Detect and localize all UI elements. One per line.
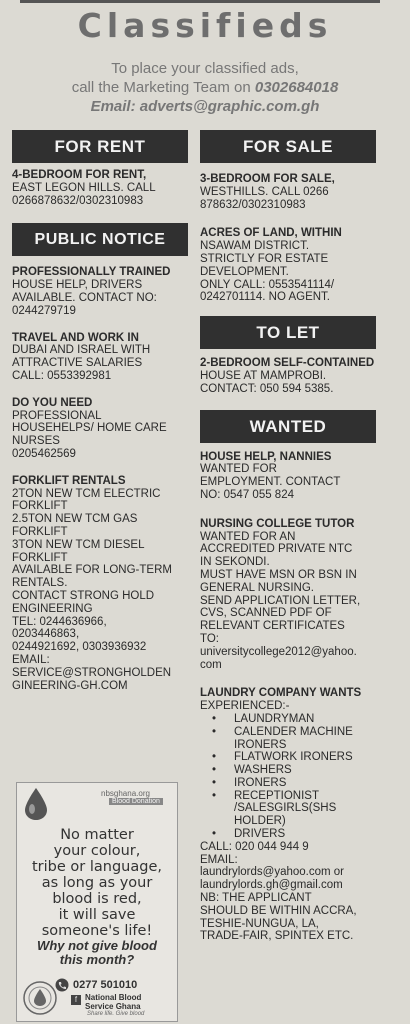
org-url: nbsghana.org bbox=[101, 789, 150, 798]
list-item: • RECEPTIONIST /SALESGIRLS(SHS HOLDER) bbox=[208, 790, 376, 828]
ad-note: NB: THE APPLICANT SHOULD BE WITHIN ACCRA, TESHIE-NUNGUA, LA, TRADE-FAIR, SPINTEX ETC. bbox=[200, 892, 357, 943]
ad-4-bedroom-rent bbox=[12, 169, 188, 207]
ad-emails: laundrylords@yahoo.com or laundrylords.gh@gmail.com bbox=[200, 866, 344, 892]
left-column bbox=[12, 130, 188, 704]
intro-email: Email: adverts@graphic.com.gh bbox=[90, 98, 320, 115]
ad-head: NURSING COLLEGE TUTOR bbox=[200, 517, 355, 530]
wanted-header: WANTED bbox=[200, 410, 376, 443]
nbs-name: National Blood Service Ghana bbox=[85, 993, 142, 1011]
top-rule bbox=[20, 0, 380, 3]
ad-head: FORKLIFT RENTALS bbox=[12, 474, 126, 487]
list-item: • IRONERS bbox=[208, 777, 376, 790]
nbs-seal-icon bbox=[23, 981, 57, 1015]
ad-house-help bbox=[12, 266, 188, 317]
facebook-icon: f bbox=[71, 995, 81, 1005]
ad-body: PROFESSIONAL HOUSEHELPS/ HOME CARE NURSES 0205462569 bbox=[12, 409, 167, 460]
ad-head: HOUSE HELP, NANNIES bbox=[200, 450, 332, 463]
ad-laundry bbox=[200, 687, 376, 943]
ad-sub: EXPERIENCED:- bbox=[200, 700, 290, 713]
for-sale-header: FOR SALE bbox=[200, 130, 376, 163]
ad-househelps bbox=[12, 397, 188, 461]
blood-donation-ad bbox=[16, 782, 178, 1022]
list-item: • FLATWORK IRONERS bbox=[208, 751, 376, 764]
list-item: • DRIVERS bbox=[208, 828, 376, 841]
ad-body: 2TON NEW TCM ELECTRIC FORKLIFT 2.5TON NEW TCM GAS FORKLIFT 3TON NEW TCM DIESEL FORKLIFT AVAILABLE FOR LONG-TERM RENTALS. CONTACT STRONG HOLD ENGINEERING TEL: 0244636966, 0203446863, 0244921692, 0303936932 EMAIL: SERVICE@STRONGHOLDEN GINEERING-GH.COM bbox=[12, 487, 172, 692]
ad-head: ACRES OF LAND, WITHIN bbox=[200, 227, 342, 240]
ad-email-label: EMAIL: bbox=[200, 853, 238, 866]
ad-body: WANTED FOR EMPLOYMENT. CONTACT NO: 0547 055 824 bbox=[200, 463, 341, 501]
ad-head: 4-BEDROOM FOR RENT, bbox=[12, 169, 147, 181]
ad-head: 2-BEDROOM SELF-CONTAINED bbox=[200, 357, 375, 370]
blood-message: No matter your colour, tribe or language, as long as your blood is red, it will save someone's life! bbox=[32, 827, 162, 939]
ad-2-bedroom-let bbox=[200, 357, 376, 395]
blood-drop-icon bbox=[23, 787, 49, 821]
intro-line-1: To place your classified ads, bbox=[111, 60, 299, 77]
ad-body: NSAWAM DISTRICT. STRICTLY FOR ESTATE DEVELOPMENT. ONLY CALL: 0553541114/ 0242701114. NO AGENT. bbox=[200, 240, 335, 304]
list-item: • WASHERS bbox=[208, 764, 376, 777]
to-let-header: TO LET bbox=[200, 316, 376, 349]
blood-slogan: Share life. Give blood bbox=[87, 1011, 145, 1017]
org-tag: Blood Donation bbox=[109, 798, 163, 805]
ad-head: DO YOU NEED bbox=[12, 396, 93, 409]
page-title: Classifieds bbox=[77, 6, 333, 45]
blood-cta: Why not give blood this month? bbox=[37, 938, 157, 967]
intro-phone: 0302684018 bbox=[254, 79, 339, 96]
list-item: • LAUNDRYMAN bbox=[208, 713, 376, 726]
ad-nursing-tutor bbox=[200, 518, 376, 672]
ad-nannies bbox=[200, 451, 376, 502]
intro-line-2 bbox=[0, 79, 410, 97]
ad-body: DUBAI AND ISRAEL WITH ATTRACTIVE SALARIES CALL: 0553392981 bbox=[12, 344, 151, 382]
for-rent-header: FOR RENT bbox=[12, 130, 188, 163]
ad-body: EAST LEGON HILLS. CALL 0266878632/0302310983 bbox=[12, 181, 156, 207]
ad-acres-land bbox=[200, 227, 376, 304]
ad-travel-work bbox=[12, 332, 188, 383]
blood-phone: 0277 501010 bbox=[73, 979, 138, 991]
phone-icon bbox=[55, 978, 69, 992]
ad-forklift bbox=[12, 475, 188, 693]
ad-head: TRAVEL AND WORK IN bbox=[12, 331, 139, 344]
list-item: • CALENDER MACHINE IRONERS bbox=[208, 726, 376, 752]
ad-email: universitycollege2012@yahoo. com bbox=[200, 645, 357, 671]
intro-call-text: call the Marketing Team on bbox=[71, 79, 255, 96]
laundry-positions-list bbox=[200, 713, 376, 841]
ad-head: 3-BEDROOM FOR SALE, bbox=[200, 173, 335, 185]
ad-body: WESTHILLS. CALL 0266 878632/0302310983 bbox=[200, 185, 329, 211]
ad-head: LAUNDRY COMPANY WANTS bbox=[200, 687, 362, 700]
ad-body: HOUSE HELP, DRIVERS AVAILABLE. CONTACT NO: 0244279719 bbox=[12, 279, 157, 317]
right-column bbox=[200, 130, 376, 955]
public-notice-header: PUBLIC NOTICE bbox=[12, 223, 188, 256]
ad-call: CALL: 020 044 944 9 bbox=[200, 840, 309, 853]
ad-body: WANTED FOR AN ACCREDITED PRIVATE NTC IN SEKONDI. MUST HAVE MSN OR BSN IN GENERAL NURSING. SEND APPLICATION LETTER, CVS, SCANNED PDF OF RELEVANT CERTIFICATES TO: bbox=[200, 530, 361, 645]
ad-head: PROFESSIONALLY TRAINED bbox=[12, 266, 171, 279]
ad-body: HOUSE AT MAMPROBI. CONTACT: 050 594 5385. bbox=[200, 369, 334, 395]
ad-3-bedroom-sale bbox=[200, 173, 376, 211]
